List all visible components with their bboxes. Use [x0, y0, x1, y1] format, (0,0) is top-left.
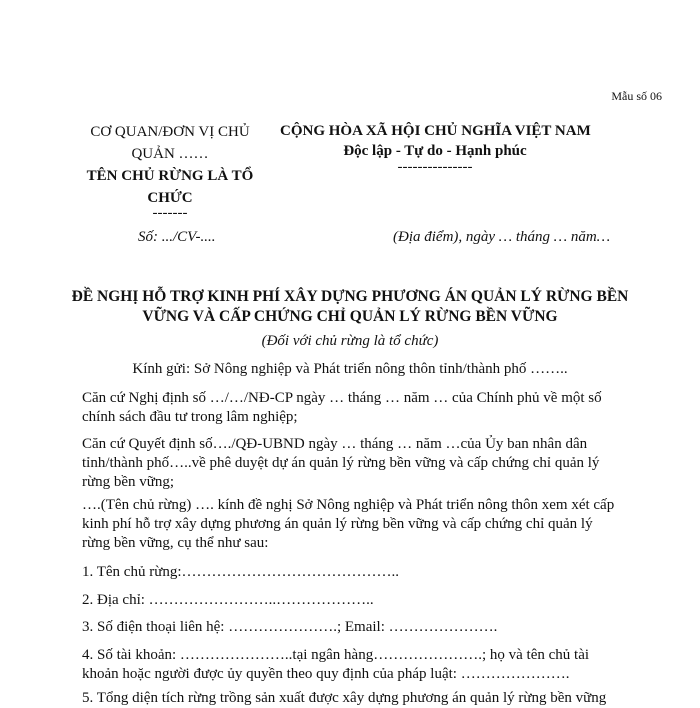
legal-basis-decree: Căn cứ Nghị định số …/…/NĐ-CP ngày … tháng … năm … của Chính phủ về một số chính sách đầu tư trong lâm nghiệp; — [82, 390, 602, 425]
nation-name: CỘNG HÒA XÃ HỘI CHỦ NGHĨA VIỆT NAM — [280, 123, 591, 139]
document-number: Số: .../CV-.... — [138, 229, 216, 245]
issuing-agency-block — [72, 121, 268, 219]
request-paragraph: ….(Tên chủ rừng) …. kính đề nghị Sở Nông nghiệp và Phát triển nông thôn xem xét cấp kinh phí hỗ trợ xây dựng phương án quản lý rừng bền vững và cấp chứng chỉ quản lý rừng bền vững, cụ thể như sau: — [82, 497, 615, 551]
place-and-date: (Địa điểm), ngày … tháng … năm… — [393, 229, 611, 245]
national-header-block — [280, 121, 590, 173]
governing-agency: CƠ QUAN/ĐƠN VỊ CHỦ QUẢN …… — [90, 124, 250, 162]
item-owner-name: 1. Tên chủ rừng:…………………………………….. — [82, 564, 399, 580]
forest-owner-organization: TÊN CHỦ RỪNG LÀ TỔ CHỨC — [86, 168, 254, 206]
item-phone-email: 3. Số điện thoại liên hệ: ………………….; Email: …………………. — [82, 619, 498, 635]
item-total-area: 5. Tổng diện tích rừng trồng sản xuất được xây dựng phương án quản lý rừng bền vững — [82, 690, 607, 706]
recipient-line: Kính gửi: Sở Nông nghiệp và Phát triển nông thôn tỉnh/thành phố …….. — [132, 361, 568, 377]
item-address: 2. Địa chỉ: ……………………..……………….. — [82, 592, 374, 608]
document-title: ĐỀ NGHỊ HỖ TRỢ KINH PHÍ XÂY DỰNG PHƯƠNG ÁN QUẢN LÝ RỪNG BỀN VỮNG VÀ CẤP CHỨNG CHỈ QUẢN LÝ RỪNG BỀN VỮNG — [71, 288, 629, 325]
form-number: Mẫu số 06 — [611, 89, 662, 103]
item-bank-account-continued: khoản hoặc người được ủy quyền theo quy định của pháp luật: …………………. — [82, 666, 570, 682]
legal-basis-decision: Căn cứ Quyết định số…./QĐ-UBND ngày … tháng … năm …của Ủy ban nhân dân tỉnh/thành phố…..về phê duyệt dự án quản lý rừng bền vững và cấp chứng chỉ quản lý rừng bền vững; — [82, 436, 600, 490]
national-motto: Độc lập - Tự do - Hạnh phúc — [343, 143, 527, 159]
right-header-rule: --------------- — [397, 159, 473, 175]
item-bank-account: 4. Số tài khoản: …………………..tại ngân hàng………………….; họ và tên chủ tài — [82, 647, 590, 663]
document-subtitle: (Đối với chủ rừng là tổ chức) — [261, 333, 439, 349]
left-header-rule: ------- — [152, 205, 188, 221]
